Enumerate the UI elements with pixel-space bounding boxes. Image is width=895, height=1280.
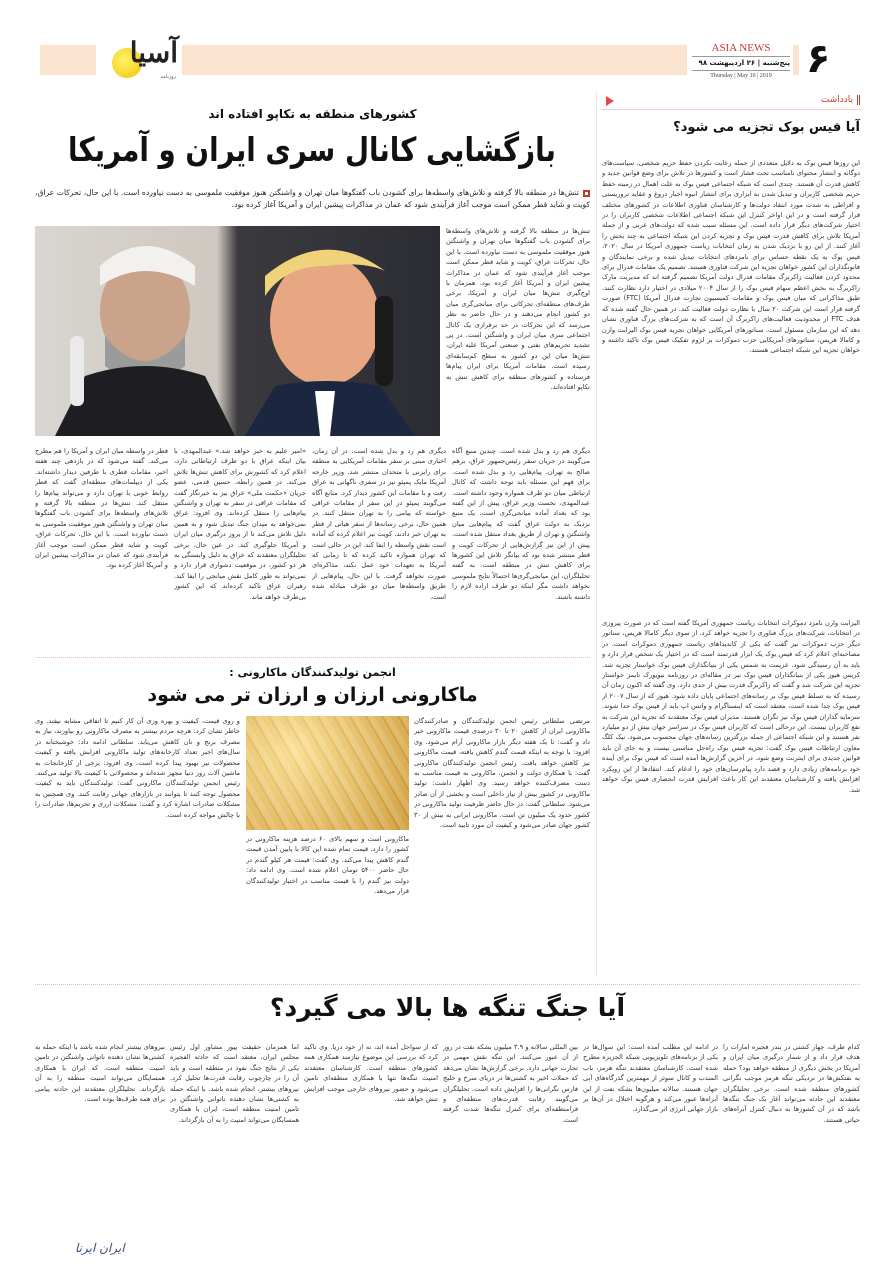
macaroni-column-3: و روی قیمت، کیفیت و بهره وری آن کار کنیم تا اتفاقی مشابه نیفتد. وی خاطر نشان کرد: هرچه مردم بیشتر به مصرف ماکارونی رو بیاورند، نیاز به مصرف برنج و نان کاهش می‌یابد. سلطانی ادامه داد: خوشبختانه در سال‌های اخیر تعداد کارخانه‌های تولید ماکارونی افزایش یافته و کیفیت محصولات نیز بهبود پیدا کرده است. وی افزود: برخی از کارخانجات به ماشین آلات روز دنیا مجهز شده‌اند و محصولاتی با کیفیت بالا تولید می‌کنند. رئیس انجمن تولیدکنندگان ماکارونی گفت: تولیدکنندگان باید به کیفیت محصول توجه کنند تا بتوانند در بازارهای جهانی رقابت کنند. وی همچنین به مشکلات صادرات اشاره کرد و گفت: مشکلات ارزی و تحریم‌ها، صادرات را با چالش مواجه کرده است. [35,717,240,819]
lede-bullet-icon [583,190,590,197]
section-divider [35,657,590,658]
main-story-kicker: کشورهای منطقه به تکاپو افتاده اند [208,107,417,121]
logo [100,36,180,86]
main-story-column-1: دیگری هم رد و بدل شده است. چندین منبع آگاه می‌گویند در جریان سفر رئیس‌جمهور عراق، برهم صالح به تهران، پیام‌هایی رد و بدل شده است. برای فهم این مسئله باید توجه داشت که کانال ارتباطی میان دو طرف همواره وجود داشته است. عبدالمهدی، نخست وزیر عراق، پیش از این گفته بود که بغداد آماده میانجی‌گری است. یک منبع نزدیک به دولت عراق گفت که پیام‌هایی میان واشنگتن و تهران از طریق بغداد منتقل شده است. پیش از این نیز گزارش‌هایی از تحرکات کویت و قطر منتشر شده بود که بیانگر تلاش این کشورها برای کاهش تنش در منطقه است. به گفته تحلیلگران، این میانجی‌گری‌ها احتمالاً نتایج ملموسی نخواهد داشت مگر اینکه دو طرف اراده لازم را داشته باشند. [452,447,590,601]
trump-rouhani-photo [35,226,440,436]
paper-name: ASIA NEWS [711,42,771,54]
main-story-column-3: «امیر علیم به خبر خواهد شد.» عبدالمهدی، با بیان اینکه عراق با دو طرف ارتباطاتی دارد، اعلام کرد که کشورش برای کاهش تنش‌ها تلاش می‌کند. در همین رابطه، حسین قدمی، عضو جریان «حکمت ملی» عراق نیز به خبرنگار گفت که مقامات عراقی در سفر به تهران و واشنگتن پیام‌هایی را منتقل کرده‌اند. وی افزود: عراق نمی‌خواهد به میدان جنگ تبدیل شود و به همین دلیل تلاش می‌کند تا از بروز درگیری میان ایران و آمریکا جلوگیری کند. در عین حال، برخی تحلیلگران معتقدند که عراق به دلیل وابستگی به هر دو کشور، در موقعیت دشواری قرار دارد و نمی‌تواند به طور کامل نقش میانجی را ایفا کند. رهبران عراق تاکید کرده‌اند که این کشور بی‌طرف خواهد ماند. [174,447,306,601]
watermark: ایران ایرنا [75,1241,125,1255]
macaroni-column-1: مرتضی سلطانی رئیس انجمن تولیدکنندگان و صادرکنندگان ماکارونی ایران از کاهش ۲۰ تا ۳۰ درصدی قیمت ماکارونی خبر داد و گفت: تا یک هفته دیگر بازار ماکارونی آرام می‌شود. وی افزود: با توجه به اینکه قیمت گندم کاهش یافته، قیمت ماکارونی نیز کاهش خواهد یافت. رئیس انجمن تولیدکنندگان ماکارونی گفت: با همکاری دولت و انجمن، ماکارونی به قیمت مناسب به دست مصرف‌کننده خواهد رسید. وی اظهار داشت: تولید ماکارونی در کشور بیش از نیاز داخلی است و بخشی از آن صادر می‌شود. سلطانی گفت: در حال حاضر ظرفیت تولید ماکارونی در کشور حدود یک میلیون تن است. ماکارونی ایرانی به بیش از ۳۰ کشور جهان صادر می‌شود و کیفیت آن مورد تایید است. [414,717,590,830]
main-story-headline: بازگشایی کانال سری ایران و آمریکا [68,130,556,169]
editorial-title: آیا فیس بوک تجزیه می شود؟ [673,120,860,135]
page-number-band [793,45,799,75]
strait-column-6: نیروهای بیشتر انجام شده باشد با اینکه حمله به کشتی‌ها نشان دهنده ناتوانی واشنگتن در تامین امنیت منطقه است. که ایران با همکاری همسایگان می‌تواند امنیت منطقه را به آن بازگرداند. تحلیلگران معتقدند این حادثه پیامی برای همه طرف‌ها بوده است. [35,1043,165,1104]
main-story-column-4: قطر در واسطه میان ایران و آمریکا را هم مطرح می‌کند. گفته می‌شود که در بازدهی چند هفته اخیر، مقامات قطری با طرفین دیدار داشته‌اند. یکی از دیپلمات‌های منطقه‌ای گفت که قطر روابط خوبی با تهران دارد و می‌تواند پیام‌ها را منتقل کند. تنش‌ها در منطقه بالا گرفته و تلاش‌های واسطه‌ها برای گشودن باب گفتگوها میان تهران و واشنگتن هنوز موفقیت ملموسی به دست نیاورده است. با این حال، تحرکات عراق، کویت و شاید قطر ممکن است موجب آغاز فرآیندی شود که عمان در مذاکرات پیشین ایران و آمریکا آغاز کرده بود. [35,447,168,570]
strait-column-3: بین المللی سالانه و ۳.۹ میلیون بشکه نفت در روز از آن عبور می‌کنند. این تنگه نقش مهمی در تجارت جهانی دارد. برخی گزارش‌ها نشان می‌دهد که حملات اخیر به کشتی‌ها در دریای سرخ و خلیج فارس نگرانی‌ها را افزایش داده است. تحلیلگران می‌گویند رقابت قدرت‌های منطقه‌ای و فرامنطقه‌ای برای کنترل تنگه‌ها شدت گرفته است. [443,1043,578,1124]
strait-column-5: اما همزمان حقیقت پیور مشاور اول رئیس مجلس ایران، معتقد است که حادثه الفجیره یکی از نتایج جنگ نفوذ در منطقه است و باید آن را در چارچوب رقابت قدرت‌ها تحلیل کرد. نیروهای بیشتر، انجام شده باشد. با اینکه حمله به کشتی‌ها نشان دهنده ناتوانی واشنگتن در تامین امنیت منطقه است، ایران با همکاری همسایگان می‌تواند امنیت را به آن بازگرداند. [170,1043,299,1124]
issue-date-fa: پنج‌شنبه | ۲۶ اردیبهشت ۹۸ [692,56,790,68]
lede-text: تنش‌ها در منطقه بالا گرفته و تلاش‌های واسطه‌ها برای گشودن باب گفتگوها میان تهران و واشنگتن هنوز موفقیت ملموسی به دست نیاورده است. با این حال، تحرکات عراق، کویت و شاید قطر ممکن است موجب آغاز فرآیندی شود که عمان در مذاکرات پیشین ایران و آمریکا آغاز کرده بود. [35,188,590,209]
main-story-column-2: دیگری هم رد و بدل شده است. در آن زمان، اخباری مبنی بر سفر مقامات آمریکایی به منطقه برای رایزنی با متحدان منتشر شد. وزیر خارجه آمریکا مایک پمپئو نیز در سفری ناگهانی به عراق رفت و با مقامات این کشور دیدار کرد. منابع آگاه می‌گویند پمپئو در این سفر از مقامات عراقی خواسته که پیامی را به تهران منتقل کنند. در همین حال، برخی رسانه‌ها از سفر هیاتی از قطر به تهران خبر دادند. کویت نیز اعلام کرده که آماده است نقش واسطه را ایفا کند. این در حالی است که تهران همواره تاکید کرده که تا زمانی که آمریکا به تعهدات خود عمل نکند، مذاکره‌ای صورت نخواهد گرفت. با این حال، پیام‌هایی از طریق واسطه‌ها میان دو طرف مبادله شده است. [312,447,446,601]
editorial-section-bar [602,94,862,110]
strait-headline: آیا جنگ تنگه ها بالا می گیرد؟ [269,993,626,1022]
editorial-section-label: یادداشت [821,95,860,105]
photo-figures-icon [35,226,440,436]
macaroni-kicker: انجمن تولیدکنندگان ماکارونی : [229,666,396,679]
macaroni-headline: ماکارونی ارزان و ارزان تر می شود [147,684,478,706]
macaroni-column-2: ماکارونی است و سهم بالای ۶۰ درصد هزینه ماکارونی در کشور را دارد. قیمت تمام شده این کالا با پایین آمدن قیمت گندم کاهش پیدا می‌کند. وی گفت: قیمت هر کیلو گندم در حال حاضر ۵۴۰۰ تومان اعلام شده است. وی ادامه داد: دولت نیز گندم را با قیمت مناسب در اختیار تولیدکنندگان قرار می‌دهد. [246,835,409,896]
strait-column-1: کدام طرف، چهار کشتی در بندر فجیره امارات را هدف قرار داد و از شمار درگیری میان ایران و آمریکا در بخش دیگری از منطقه خواهد بود؟ حمله به نفتکش‌ها در نزدیکی تنگه هرمز موجب نگرانی کشورهای منطقه شده است. برخی تحلیلگران معتقدند این حادثه می‌تواند آغاز یک جنگ تنگه‌ها باشد که در آن کشورها به دنبال کنترل آبراه‌های حیاتی هستند. [723,1043,860,1124]
strait-column-2: در ادامه این مطلب آمده است: این سوال‌ها در یکی از برنامه‌های تلویزیونی شبکه الجزیره مطرح شده است. کارشناسان معتقدند تنگه هرمز، باب المندب و کانال سوئز از مهمترین گذرگاه‌های آبی جهان هستند. سالانه میلیون‌ها بشکه نفت از این آبراه‌ها عبور می‌کند و هرگونه اختلال در آن‌ها بر بازار جهانی انرژی اثر می‌گذارد. [583,1043,718,1114]
pasta-photo [246,716,409,830]
strait-column-4: که از سواحل آمده اند، نه از خود دریا. وی تاکید کرد که بررسی این موضوع نیازمند همکاری همه کشورهای منطقه است. کارشناسان معتقدند امنیت تنگه‌ها تنها با همکاری منطقه‌ای تامین می‌شود و حضور نیروهای خارجی موجب افزایش تنش خواهد شد. [304,1043,438,1104]
header-band-center [182,45,687,75]
section-divider-bottom [35,984,860,985]
logo-text: آسیا [129,36,178,69]
main-story-lede [35,187,590,217]
column-divider [596,92,597,977]
editorial-column-2: الیزابت وارن نامزد دموکرات انتخابات ریاست جمهوری آمریکا گفته است که در صورت پیروزی در انتخابات، شرکت‌های بزرگ فناوری را تجزیه خواهد کرد. از سوی دیگر کامالا هریس، سناتور دیگر حزب دموکرات نیز گفت که یکی از کاندیداهای ریاست جمهوری دموکرات است. در مصاحبه‌ای اعلام کرد که فیس بوک یک ابزار قدرتمند است که در اختیار یک شخص قرار دارد و باید به آن رسیدگی شود. عزیمت به شمس یکی از بنیانگذاران فیس بوک خواستار تجزیه شد. کریس هیوز یکی از بنیانگذاران فیس بوک نیز در مقاله‌ای در روزنامه نیویورک تایمز خواستار تجزیه این شرکت شد و گفت که زاکربرگ قدرت بیش از حدی دارد. وی گفته که اکنون زمان آن رسیده که به تسلط فیس بوک بر رسانه‌های اجتماعی پایان داده شود. هیوز که از سال ۲۰۰۷ از فیس بوک جدا شده است، معتقد است که اینستاگرام و واتس اپ باید از فیس بوک جدا شوند. سرمایه گذاران فیس بوک نیز نگران هستند. مدیران فیس بوک معتقدند که تجزیه این شرکت به نفع کاربران نیست. این درحالی است که کاربران فیس بوک در سراسر جهان بیش از دو میلیارد نفر هستند و این شبکه اجتماعی از جمله بزرگترین رسانه‌های جهان محسوب می‌شود. نیک کلگ معاون ارتباطات فیس بوک گفت: تجزیه فیس بوک راه‌حل مناسبی نیست و به جای آن باید قوانین جدیدی برای اینترنت وضع شود. در آخرین گزارش‌ها آمده است که فیس بوک برای آینده خود برنامه‌های زیادی دارد و قصد دارد پیام‌رسان‌های خود را ادغام کند. انتقادها از این رویکرد افزایش یافته و کارشناسان معتقدند این کار باعث افزایش قدرت انحصاری فیس بوک خواهد شد. [602,619,860,794]
issue-date-en: Thursday | May 16 | 2019 [692,70,790,80]
page-number: ۶ [806,36,831,82]
editorial-column-1: این روزها فیس بوک به دلایل متعددی از جمله رعایت نکردن حفظ حریم شخصی، سیاست‌های دوگانه و انتشار محتوای نامناسب تحت فشار است و کشورها در تلاش برای وضع قوانین جدید و کاهش قدرت آن هستند. چندی است که شبکه اجتماعی فیس بوک به علت اهمال در زمینه حفظ حریم شخصی کاربران و تبدیل شدن به ابزاری برای انتشار انبوه اخبار دروغ و عقاید تروریستی و افراطی به شدت مورد انتقاد دولت‌ها و کارشناسان فناوری اطلاعات در کشورهای مختلف قرار گرفته است و در این اواخر کنترل این شبکه اجتماعی اطلاعات شخصی کاربران را در اختیار شرکت‌های دیگر قرار داده است. این مسئله سبب شده که دولت‌های غربی و از جمله آمریکا تلاش برای کاهش قدرت فیس بوک و تجزیه کردن این شبکه اجتماعی به چند بخش را آغاز کنند. از این رو با نزدیک شدن به زمان انتخابات ریاست جمهوری آمریکا در سال ۲۰۲۰، فیس بوک به یک نقطه حساس برای نامزدهای انتخابات تبدیل شده و برخی نمایندگان و قانونگذاران این کشور خواهان تجزیه این شرکت فناوری هستند. تصمیم یک مقامات فدرال برای محدود کردن فعالیت زاکربرگ مقامات فدرال دولت آمریکا تصمیم گرفته اند که مدیریت مارک زاکربرگ به بخش اعظم سهام فیس بوک را از سال ۲۰۰۴ میلادی در اختیار دارد نظارت کنند. طبق مذاکراتی که میان فیس بوک و مقامات کمیسیون تجارت فدرال آمریکا (FTC) صورت گرفته قرار است این شرکت ۲۰ سال با نظارت دولت فعالیت کند. در همین حال گفته شده که هدف FTC از محدودیت فعالیت‌های زاکربرگ آن است که به شرکت‌های بزرگ فناوری نشان دهد که این سازمان مسئول است. سناتورهای آمریکایی خواهان تجزیه فیس بوک الیزابت وارن و کامالا هریس، سناتورهای آمریکایی حزب دموکرات بر لزوم تفکیک فیس بوک تاکید داشته و خواهان تجزیه این شبکه اجتماعی هستند. [602,159,860,355]
logo-subtext: روزنامه [160,74,176,80]
header-band-left [40,45,96,75]
pasta-shading [246,716,409,830]
main-story-side-column: تنش‌ها در منطقه بالا گرفته و تلاش‌های واسطه‌ها برای گشودن باب گفتگوها میان تهران و واشنگتن هنوز موفقیت ملموسی به دست نیاورده است. با این حال، تحرکات عراق، کویت و شاید قطر ممکن است موجب آغاز فرآیندی شود که عمان در مذاکرات پیشین ایران و آمریکا آغاز کرده بود. همزمان با اوج‌گیری تنش‌ها میان ایران و آمریکا، برخی طرف‌های منطقه‌ای تحرکاتی برای میانجی‌گری میان دو کشور انجام می‌دهند و در حال حاضر به نظر می‌رسد که این تحرکات در حد برقراری یک کانال اجتماعی سری میان ایران و واشنگتن است. در پی تشدید تحریم‌های نفتی و صنعتی آمریکا علیه ایران، تنش‌ها میان این دو کشور به سطح کم‌سابقه‌ای رسیده است. مقامات آمریکا برای ایران پیام‌ها فرستاده و کشورهای منطقه برای کاهش تنش به تکاپو افتاده‌اند. [446,227,590,392]
play-arrow-icon [606,96,614,106]
